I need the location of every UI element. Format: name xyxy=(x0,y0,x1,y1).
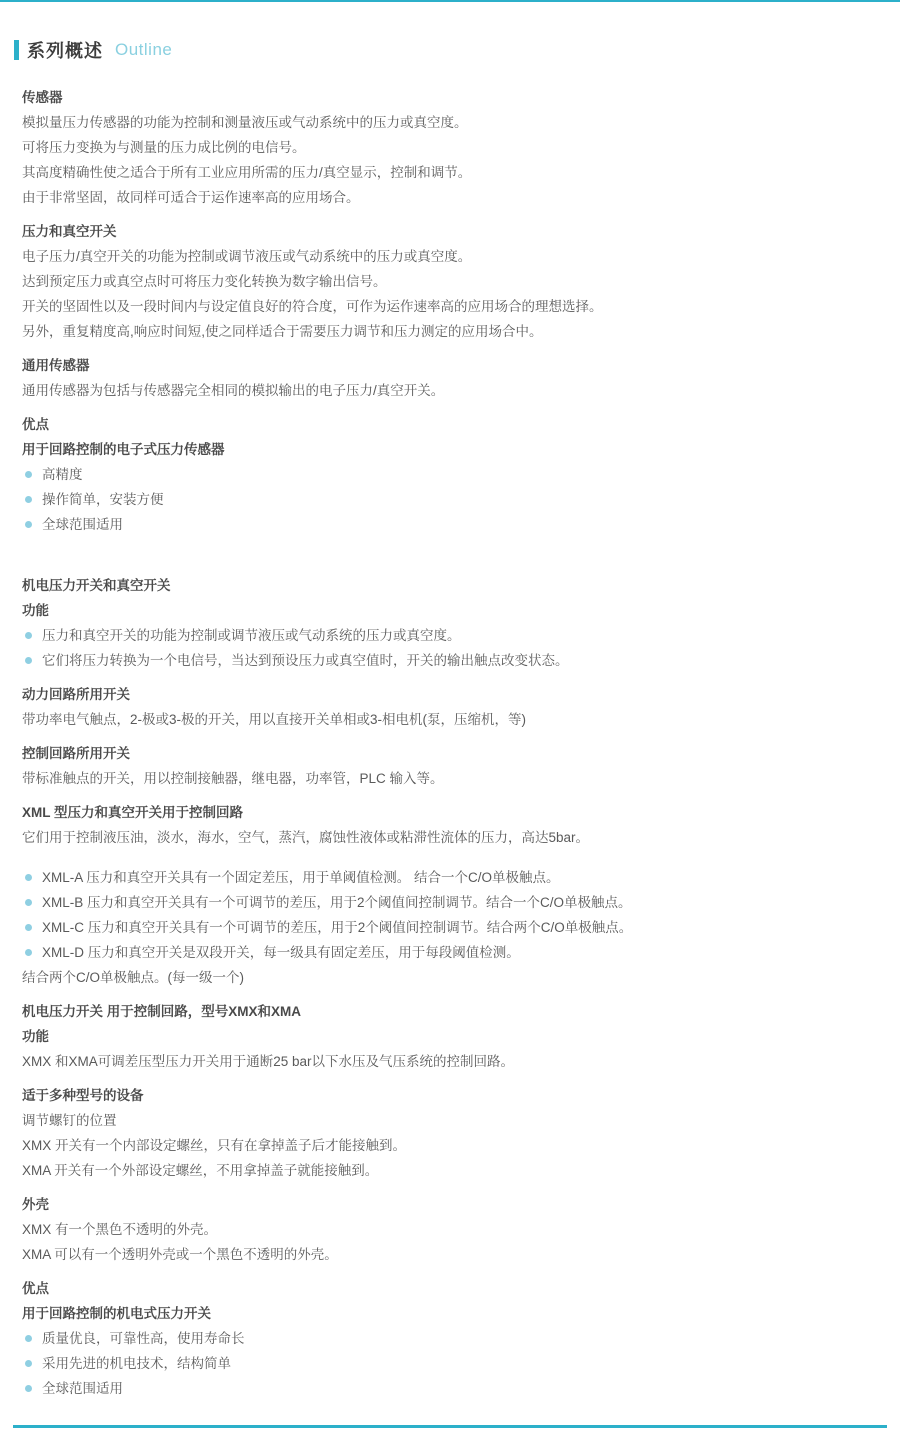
section-heading: XML 型压力和真空开关用于控制回路 xyxy=(22,805,244,820)
paragraph: 带标准触点的开关，用以控制接触器，继电器，功率管，PLC 输入等。 xyxy=(22,771,444,786)
title-english: Outline xyxy=(115,40,173,59)
section-heading: 适于多种型号的设备 xyxy=(22,1088,144,1103)
bullet-dot-icon xyxy=(25,924,32,931)
bullet-item xyxy=(22,512,870,537)
bullet-item xyxy=(22,865,870,890)
page-title xyxy=(0,0,900,62)
bullet-item xyxy=(22,1326,870,1351)
bullet-dot-icon xyxy=(25,1335,32,1342)
section-heading: 控制回路所用开关 xyxy=(22,746,130,761)
paragraph: 由于非常坚固，故同样可适合于运作速率高的应用场合。 xyxy=(22,190,360,205)
bullet-dot-icon xyxy=(25,949,32,956)
section-heading: 传感器 xyxy=(22,90,63,105)
paragraph: 开关的坚固性以及一段时间内与设定值良好的符合度，可作为运作速率高的应用场合的理想选择。 xyxy=(22,299,603,314)
bullet-item xyxy=(22,487,870,512)
bullet-dot-icon xyxy=(25,471,32,478)
paragraph: XMA 可以有一个透明外壳或一个黑色不透明的外壳。 xyxy=(22,1247,338,1262)
spacer xyxy=(22,1267,870,1276)
paragraph: 另外，重复精度高,响应时间短,使之同样适合于需要压力调节和压力测定的应用场合中。 xyxy=(22,324,543,339)
spacer xyxy=(22,210,870,219)
bullet-text: XML-B 压力和真空开关具有一个可调节的差压，用于2个阈值间控制调节。结合一个C/O单极触点。 xyxy=(42,895,632,910)
spacer xyxy=(22,344,870,353)
bullet-text: 它们将压力转换为一个电信号，当达到预设压力或真空值时，开关的输出触点改变状态。 xyxy=(42,653,569,668)
bullet-item xyxy=(22,1351,870,1376)
bullet-dot-icon xyxy=(25,1385,32,1392)
section-heading: 机电压力开关 用于控制回路，型号XMX和XMA xyxy=(22,1004,302,1019)
bullet-item xyxy=(22,1376,870,1401)
bullet-text: 采用先进的机电技术，结构简单 xyxy=(42,1356,231,1371)
bullet-text: 操作简单，安装方便 xyxy=(42,492,164,507)
spacer xyxy=(22,537,870,573)
paragraph: XMA 开关有一个外部设定螺丝，不用拿掉盖子就能接触到。 xyxy=(22,1163,379,1178)
title-chinese: 系列概述 xyxy=(27,41,103,61)
bullet-dot-icon xyxy=(25,657,32,664)
paragraph: XMX 开关有一个内部设定螺丝，只有在拿掉盖子后才能接触到。 xyxy=(22,1138,407,1153)
paragraph: XMX 有一个黑色不透明的外壳。 xyxy=(22,1222,218,1237)
bullet-text: XML-D 压力和真空开关是双段开关，每一级具有固定差压，用于每段阈值检测。 xyxy=(42,945,520,960)
paragraph: 通用传感器为包括与传感器完全相同的模拟输出的电子压力/真空开关。 xyxy=(22,383,445,398)
spacer xyxy=(22,1183,870,1192)
spacer xyxy=(22,850,870,865)
bullet-item xyxy=(22,462,870,487)
spacer xyxy=(22,673,870,682)
spacer xyxy=(22,732,870,741)
spacer xyxy=(22,990,870,999)
paragraph: 其高度精确性使之适合于所有工业应用所需的压力/真空显示，控制和调节。 xyxy=(22,165,472,180)
bullet-item xyxy=(22,940,870,965)
bullet-dot-icon xyxy=(25,521,32,528)
section-heading: 动力回路所用开关 xyxy=(22,687,130,702)
paragraph: 带功率电气触点，2-极或3-极的开关，用以直接开关单相或3-相电机(泵，压缩机，等) xyxy=(22,712,527,727)
section-heading: 用于回路控制的电子式压力传感器 xyxy=(22,442,225,457)
bullet-item xyxy=(22,623,870,648)
bullet-text: 质量优良，可靠性高，使用寿命长 xyxy=(42,1331,245,1346)
section-heading: 压力和真空开关 xyxy=(22,224,117,239)
spacer xyxy=(22,403,870,412)
title-accent-bar xyxy=(14,40,19,60)
spacer xyxy=(22,791,870,800)
bullet-text: 高精度 xyxy=(42,467,83,482)
bullet-text: 压力和真空开关的功能为控制或调节液压或气动系统的压力或真空度。 xyxy=(42,628,461,643)
bullet-text: XML-A 压力和真空开关具有一个固定差压，用于单阈值检测。 结合一个C/O单极触点。 xyxy=(42,870,560,885)
section-heading: 机电压力开关和真空开关 xyxy=(22,578,171,593)
bottom-accent-line xyxy=(13,1425,887,1428)
paragraph: 它们用于控制液压油，淡水，海水，空气，蒸汽，腐蚀性液体或粘滞性流体的压力，高达5bar。 xyxy=(22,830,590,845)
bullet-dot-icon xyxy=(25,874,32,881)
paragraph: XMX 和XMA可调差压型压力开关用于通断25 bar以下水压及气压系统的控制回路。 xyxy=(22,1054,515,1069)
bullet-item xyxy=(22,648,870,673)
content-area xyxy=(0,62,900,1401)
bullet-dot-icon xyxy=(25,1360,32,1367)
bullet-text: XML-C 压力和真空开关具有一个可调节的差压，用于2个阈值间控制调节。结合两个C/O单极触点。 xyxy=(42,920,633,935)
bullet-dot-icon xyxy=(25,632,32,639)
section-heading: 外壳 xyxy=(22,1197,49,1212)
bullet-dot-icon xyxy=(25,496,32,503)
bullet-item xyxy=(22,890,870,915)
paragraph: 结合两个C/O单极触点。(每一级一个) xyxy=(22,970,244,985)
section-heading: 通用传感器 xyxy=(22,358,90,373)
bullet-dot-icon xyxy=(25,899,32,906)
bullet-item xyxy=(22,915,870,940)
section-heading: 用于回路控制的机电式压力开关 xyxy=(22,1306,211,1321)
section-heading: 优点 xyxy=(22,417,49,432)
section-heading: 功能 xyxy=(22,603,49,618)
paragraph: 可将压力变换为与测量的压力成比例的电信号。 xyxy=(22,140,306,155)
paragraph: 电子压力/真空开关的功能为控制或调节液压或气动系统中的压力或真空度。 xyxy=(22,249,472,264)
top-accent-line xyxy=(0,0,900,2)
section-heading: 优点 xyxy=(22,1281,49,1296)
bullet-text: 全球范围适用 xyxy=(42,1381,123,1396)
spacer xyxy=(22,1074,870,1083)
section-heading: 功能 xyxy=(22,1029,49,1044)
paragraph: 达到预定压力或真空点时可将压力变化转换为数字输出信号。 xyxy=(22,274,387,289)
bullet-text: 全球范围适用 xyxy=(42,517,123,532)
paragraph: 模拟量压力传感器的功能为控制和测量液压或气动系统中的压力或真空度。 xyxy=(22,115,468,130)
paragraph: 调节螺钉的位置 xyxy=(22,1113,117,1128)
